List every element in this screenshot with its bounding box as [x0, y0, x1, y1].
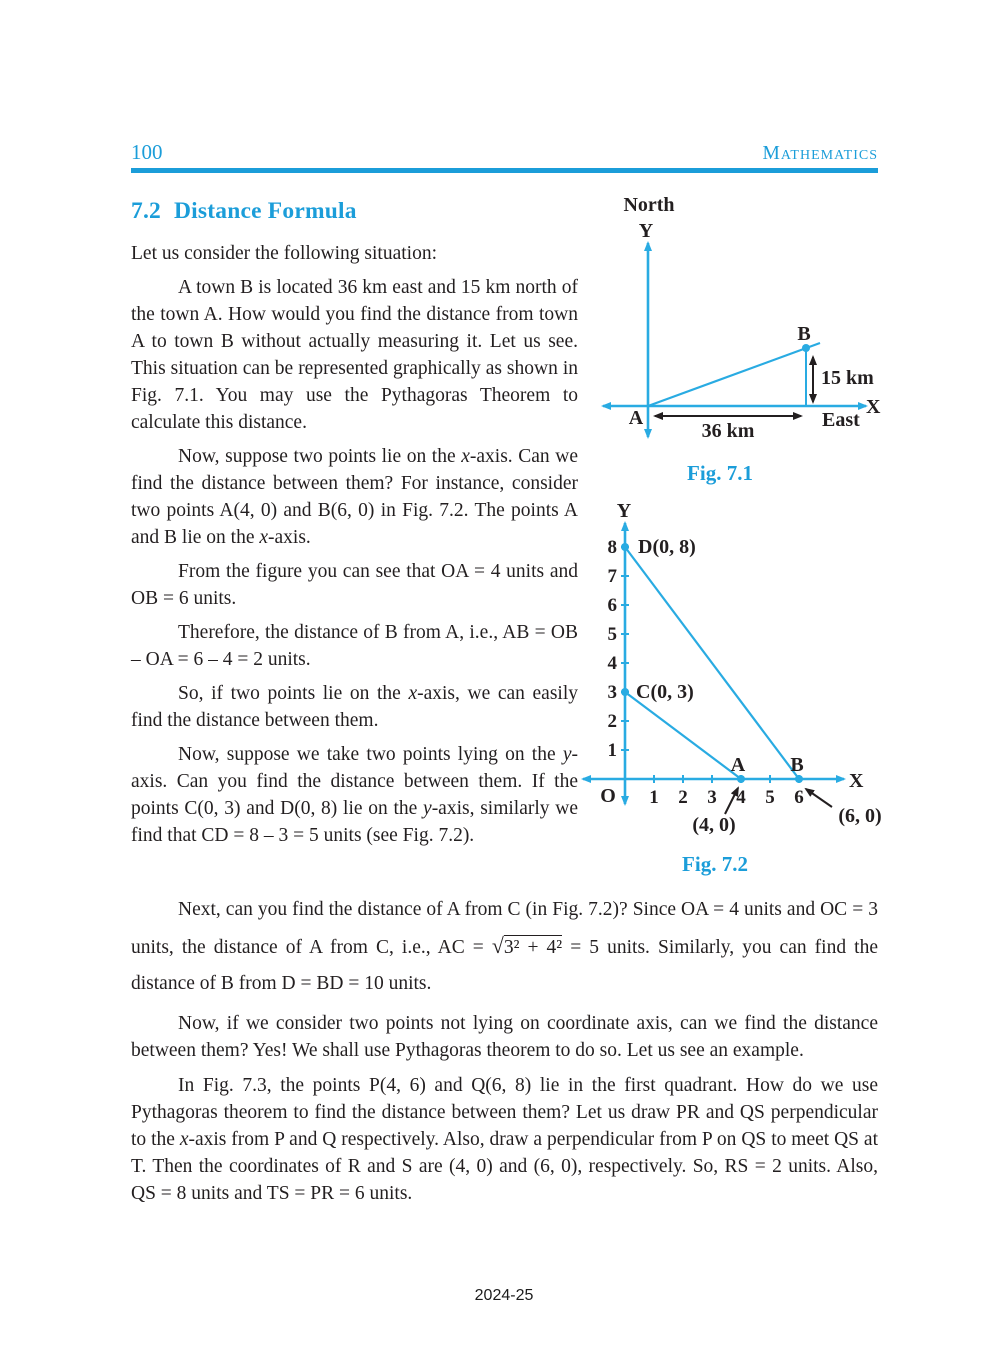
east-label: East	[822, 409, 860, 431]
segment-db-line	[625, 547, 799, 779]
paragraph-ac-distance: Next, can you find the distance of A from C (in Fig. 7.2)? Since OA = 4 units and OC = 3 units, the distance of A from C, i.e., AC = √3² + 4² = 5 units. Similarly, you can find the distance of B from D = BD = 10 units.	[131, 899, 878, 994]
svg-text:8: 8	[607, 537, 617, 558]
point-a-coords-label: (4, 0)	[692, 814, 736, 836]
point-d-dot	[621, 543, 629, 551]
section-number: 7.2	[131, 198, 161, 224]
paragraph-fig-7-3-setup: In Fig. 7.3, the points P(4, 6) and Q(6, 8) lie in the first quadrant. How do we use Pythagoras theorem to find the distance between them? Let us draw PR and QS perpendicular to the x-axis from P and Q respectively. Also, draw a perpendicular from P on QS to meet QS at T. Then the coordinates of R and S are (4, 0) and (6, 0), respectively. So, RS = 2 units. Also, QS = 8 units and TS = PR = 6 units.	[131, 1075, 878, 1204]
page-header	[131, 140, 878, 173]
figure-7-1-caption: Fig. 7.1	[687, 461, 753, 485]
callout-arrow-b	[806, 789, 832, 807]
paragraph-points-on-y-axis: Now, suppose we take two points lying on the y-axis. Can you find the distance between them. If the points C(0, 3) and D(0, 8) lie on the y-axis, similarly we find that CD = 8 – 3 = 5 units (see Fig. 7.2).	[131, 744, 578, 846]
figure-7-2-caption: Fig. 7.2	[682, 852, 748, 876]
paragraph-town-situation: A town B is located 36 km east and 15 km north of the town A. How would you find the distance from town A to town B without actually measuring it. Let us see. This situation can be represented graphically as shown in Fig. 7.1. You may use the Pythagoras Theorem to calculate this distance.	[131, 277, 578, 433]
two-column-layout	[131, 173, 906, 877]
figure-7-1-plot	[578, 191, 903, 451]
book-title: Mathematics	[762, 143, 878, 164]
svg-text:6: 6	[607, 595, 617, 616]
y-axis-label: Y	[616, 500, 632, 522]
origin-label: O	[600, 785, 616, 807]
north-label: North	[623, 194, 675, 216]
svg-text:6: 6	[794, 787, 804, 808]
distance-15km-label: 15 km	[821, 367, 874, 389]
svg-text:3: 3	[607, 682, 617, 703]
point-a-label: A	[628, 407, 644, 429]
svg-text:5: 5	[765, 787, 775, 808]
point-b-coords-label: (6, 0)	[838, 805, 882, 827]
x-axis-label: X	[849, 770, 864, 792]
svg-text:2: 2	[678, 787, 688, 808]
full-width-text	[131, 892, 878, 1207]
svg-text:4: 4	[736, 787, 746, 808]
paragraph-ab-distance: Therefore, the distance of B from A, i.e., AB = OB – OA = 6 – 4 = 2 units.	[131, 622, 578, 670]
svg-text:1: 1	[607, 740, 617, 761]
svg-text:7: 7	[607, 566, 617, 587]
section-title: Distance Formula	[173, 198, 357, 224]
point-a-label: A	[730, 754, 746, 776]
point-b-dot	[802, 344, 810, 352]
section-heading	[131, 198, 578, 225]
x-axis-label: X	[866, 396, 881, 418]
paragraph-general-points: Now, if we consider two points not lying on coordinate axis, can we find the distance between them? Yes! We shall use Pythagoras theorem to do so. Let us see an example.	[131, 1013, 878, 1061]
paragraph-oa-ob: From the figure you can see that OA = 4 units and OB = 6 units.	[131, 561, 578, 609]
point-c-label: C(0, 3)	[636, 681, 694, 703]
page-number: 100	[131, 140, 163, 164]
distance-36km-label: 36 km	[701, 420, 755, 442]
segment-ca-line	[625, 692, 741, 779]
svg-text:3: 3	[707, 787, 717, 808]
x-tick-labels	[649, 787, 804, 808]
svg-text:4: 4	[607, 653, 617, 674]
figure-7-2	[578, 499, 906, 877]
text-column	[131, 173, 578, 877]
point-a-dot	[737, 775, 745, 783]
page-footer	[0, 1287, 1008, 1305]
svg-text:1: 1	[649, 787, 659, 808]
paragraph-points-on-x-axis: Now, suppose two points lie on the x-axis. Can we find the distance between them? For instance, consider two points A(4, 0) and B(6, 0) in Fig. 7.2. The points A and B lie on the x-axis.	[131, 446, 578, 548]
y-axis-label: Y	[638, 220, 654, 242]
svg-text:5: 5	[607, 624, 617, 645]
edition-year: 2024-25	[474, 1287, 534, 1304]
y-tick-labels	[608, 537, 618, 761]
figure-column	[578, 173, 906, 877]
figure-7-2-plot	[578, 499, 908, 844]
point-b-dot	[795, 775, 803, 783]
hypotenuse-ab-line	[648, 343, 820, 406]
paragraph-intro: Let us consider the following situation:	[131, 243, 437, 264]
svg-text:2: 2	[607, 711, 617, 732]
paragraph-x-axis-conclusion: So, if two points lie on the x-axis, we can easily find the distance between them.	[131, 683, 579, 731]
point-c-dot	[621, 688, 629, 696]
point-d-label: D(0, 8)	[638, 536, 696, 558]
point-b-label: B	[797, 323, 811, 345]
point-b-label: B	[790, 754, 804, 776]
figure-7-1	[578, 191, 906, 486]
